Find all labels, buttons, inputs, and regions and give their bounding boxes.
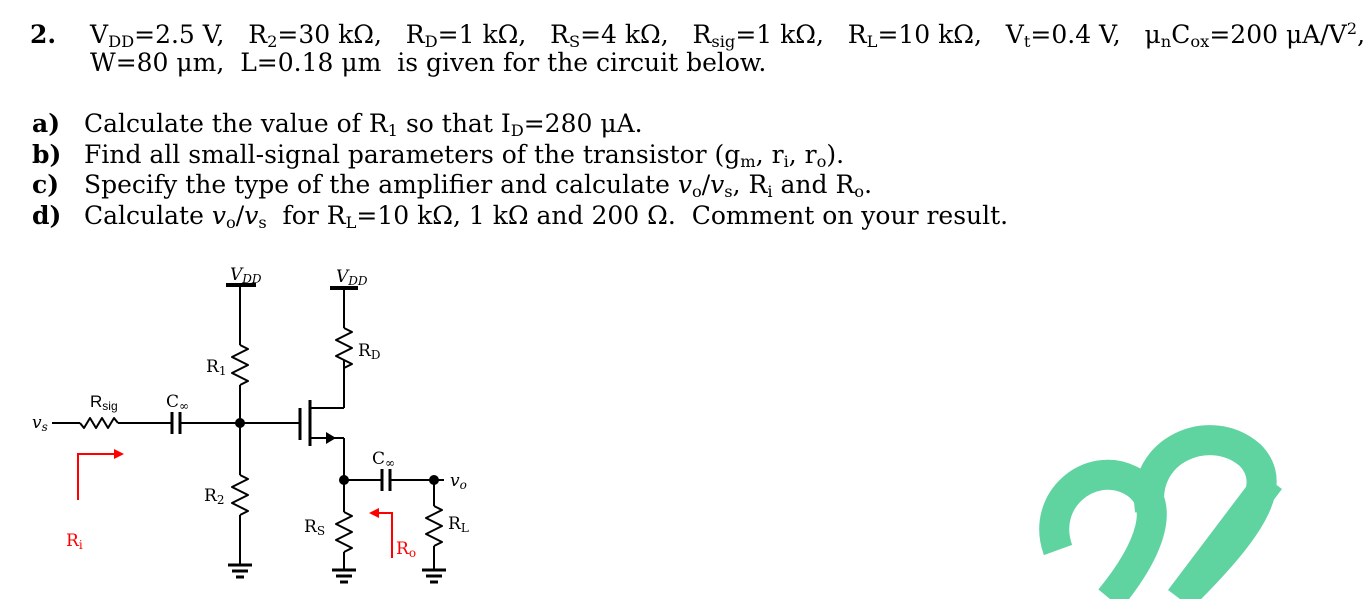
rs-resistor — [336, 512, 352, 552]
question-b-text: Find all small-signal parameters of the transistor ($g_m$, $r_i$, $r_o$). — [84, 140, 845, 172]
vs-label: vs — [32, 413, 48, 434]
node-gate — [236, 419, 244, 427]
r1-resistor — [232, 345, 248, 385]
rs-label: RS — [304, 517, 326, 538]
question-d-letter: d) — [32, 201, 62, 230]
given-values: $V_{DD}=2.5$ V, $R_2=30$ kΩ, $R_D=1$ kΩ, $R_S=4$ kΩ, $R_{sig}=1$ kΩ, $R_L=10$ kΩ, $V_t=0.4$ V, $\mu_nC_{ox}=200$ $\mu A/V^2$, — [90, 19, 1365, 52]
ro-arrow-icon — [378, 513, 392, 558]
vdd1-label: VDD — [230, 265, 262, 286]
given-line-1 — [30, 19, 1365, 52]
watermark-logo — [1030, 400, 1340, 599]
question-a-letter: a) — [32, 109, 61, 138]
ro-label: Ro — [396, 539, 417, 560]
question-d-text: Calculate $v_o/v_s$ for $R_L=10$ kΩ, 1 kΩ and 200 Ω. Comment on your result. — [84, 201, 1009, 233]
given-line-2 — [90, 48, 766, 77]
question-b-letter: b) — [32, 140, 62, 169]
r2-resistor — [232, 475, 248, 515]
nmos-transistor — [300, 360, 344, 480]
question-a — [32, 109, 643, 141]
vdd2-label: VDD — [336, 267, 368, 288]
question-a-text: Calculate the value of $R_1$ so that $I_D=280$ μA. — [84, 109, 643, 141]
question-d — [32, 201, 1009, 233]
cin-label: C∞ — [166, 392, 190, 413]
rd-label: RD — [358, 341, 381, 362]
cout-label: C∞ — [372, 449, 396, 470]
ground-rl-icon — [422, 570, 446, 582]
ri-label: Ri — [66, 531, 83, 552]
cout-capacitor — [382, 469, 390, 491]
rl-resistor — [426, 506, 442, 546]
rsig-label: Rsig — [90, 392, 118, 413]
r1-label: R1 — [206, 357, 227, 378]
question-c — [32, 170, 873, 202]
ri-arrow-icon — [78, 454, 114, 500]
ground-rs-icon — [332, 570, 356, 582]
ro-arrowhead-icon — [369, 508, 379, 518]
rl-label: RL — [448, 514, 469, 535]
given-values-2: W=80 μm, L=0.18 μm is given for the circuit below. — [90, 48, 767, 77]
problem-number: 2. — [30, 20, 57, 49]
watermark-22-icon — [1054, 440, 1270, 599]
rsig-resistor — [80, 418, 118, 428]
vo-label: vo — [450, 471, 467, 492]
circuit-diagram — [0, 250, 560, 599]
cin-capacitor — [172, 412, 180, 434]
question-c-text: Specify the type of the amplifier and calculate $v_o/v_s$, $R_i$ and $R_o$. — [84, 170, 873, 202]
ground-r2-icon — [228, 565, 252, 577]
ri-arrowhead-icon — [114, 449, 124, 459]
question-b — [32, 140, 845, 172]
r2-label: R2 — [204, 486, 225, 507]
question-c-letter: c) — [32, 170, 60, 199]
